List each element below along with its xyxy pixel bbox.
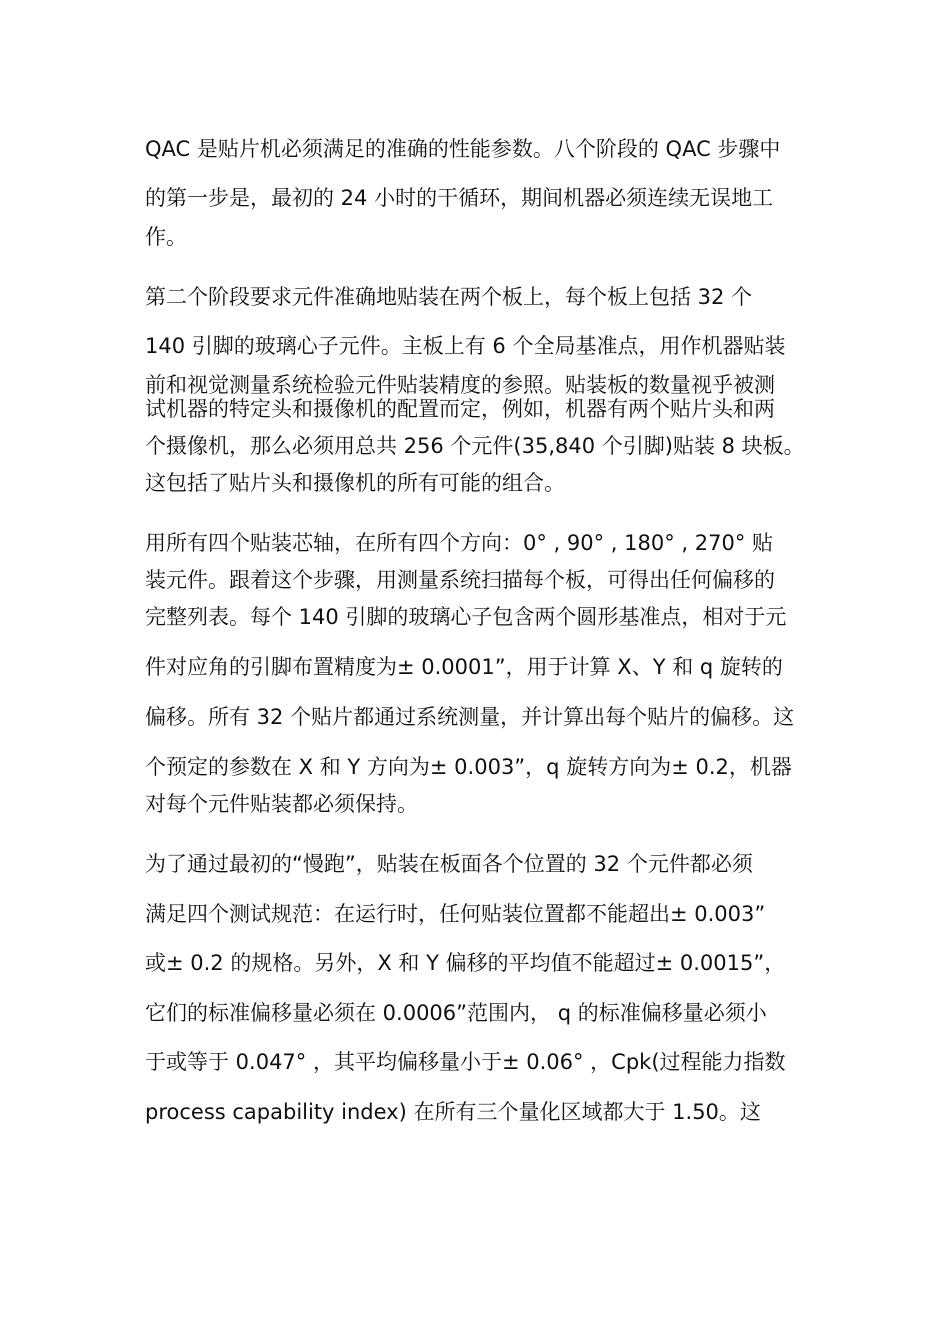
- text-line: 于或等于 0.047° ，其平均偏移量小于± 0.06° ，Cpk(过程能力指数: [145, 1050, 786, 1074]
- text-line: 作。: [145, 225, 187, 249]
- text-line: 它们的标准偏移量必须在 0.0006”范围内， q 的标准偏移量必须小: [145, 1001, 767, 1025]
- text-line: 为了通过最初的“慢跑”，贴装在板面各个位置的 32 个元件都必须: [145, 852, 753, 876]
- text-line: 或± 0.2 的规格。另外，X 和 Y 偏移的平均值不能超过± 0.0015”，: [145, 951, 786, 975]
- text-line: 装元件。跟着这个步骤，用测量系统扫描每个板，可得出任何偏移的: [145, 568, 775, 592]
- text-line: 对每个元件贴装都必须保持。: [145, 792, 418, 816]
- text-line: 件对应角的引脚布置精度为± 0.0001”，用于计算 X、Y 和 q 旋转的: [145, 655, 783, 679]
- text-line: 试机器的特定头和摄像机的配置而定，例如，机器有两个贴片头和两: [145, 397, 775, 421]
- text-line: QAC 是贴片机必须满足的准确的性能参数。八个阶段的 QAC 步骤中: [145, 137, 781, 161]
- text-line: 第二个阶段要求元件准确地贴装在两个板上，每个板上包括 32 个: [145, 285, 753, 309]
- text-line: 这包括了贴片头和摄像机的所有可能的组合。: [145, 471, 565, 495]
- text-line: 140 引脚的玻璃心子元件。主板上有 6 个全局基准点，用作机器贴装: [145, 334, 786, 358]
- text-line: 用所有四个贴装芯轴，在所有四个方向：0° , 90° , 180° , 270° 贴: [145, 531, 773, 555]
- text-line: 满足四个测试规范：在运行时，任何贴装位置都不能超出± 0.003”: [145, 902, 766, 926]
- text-line: 个摄像机，那么必须用总共 256 个元件(35,840 个引脚)贴装 8 块板。: [145, 434, 805, 458]
- text-line: 前和视觉测量系统检验元件贴装精度的参照。贴装板的数量视乎被测: [145, 373, 775, 397]
- text-line: 个预定的参数在 X 和 Y 方向为± 0.003”，q 旋转方向为± 0.2，机器: [145, 755, 792, 779]
- text-line: process capability index) 在所有三个量化区域都大于 1.50。这: [145, 1100, 761, 1124]
- text-line: 完整列表。每个 140 引脚的玻璃心子包含两个圆形基准点，相对于元: [145, 605, 787, 629]
- text-line: 的第一步是，最初的 24 小时的干循环，期间机器必须连续无误地工: [145, 186, 774, 210]
- text-line: 偏移。所有 32 个贴片都通过系统测量，并计算出每个贴片的偏移。这: [145, 705, 795, 729]
